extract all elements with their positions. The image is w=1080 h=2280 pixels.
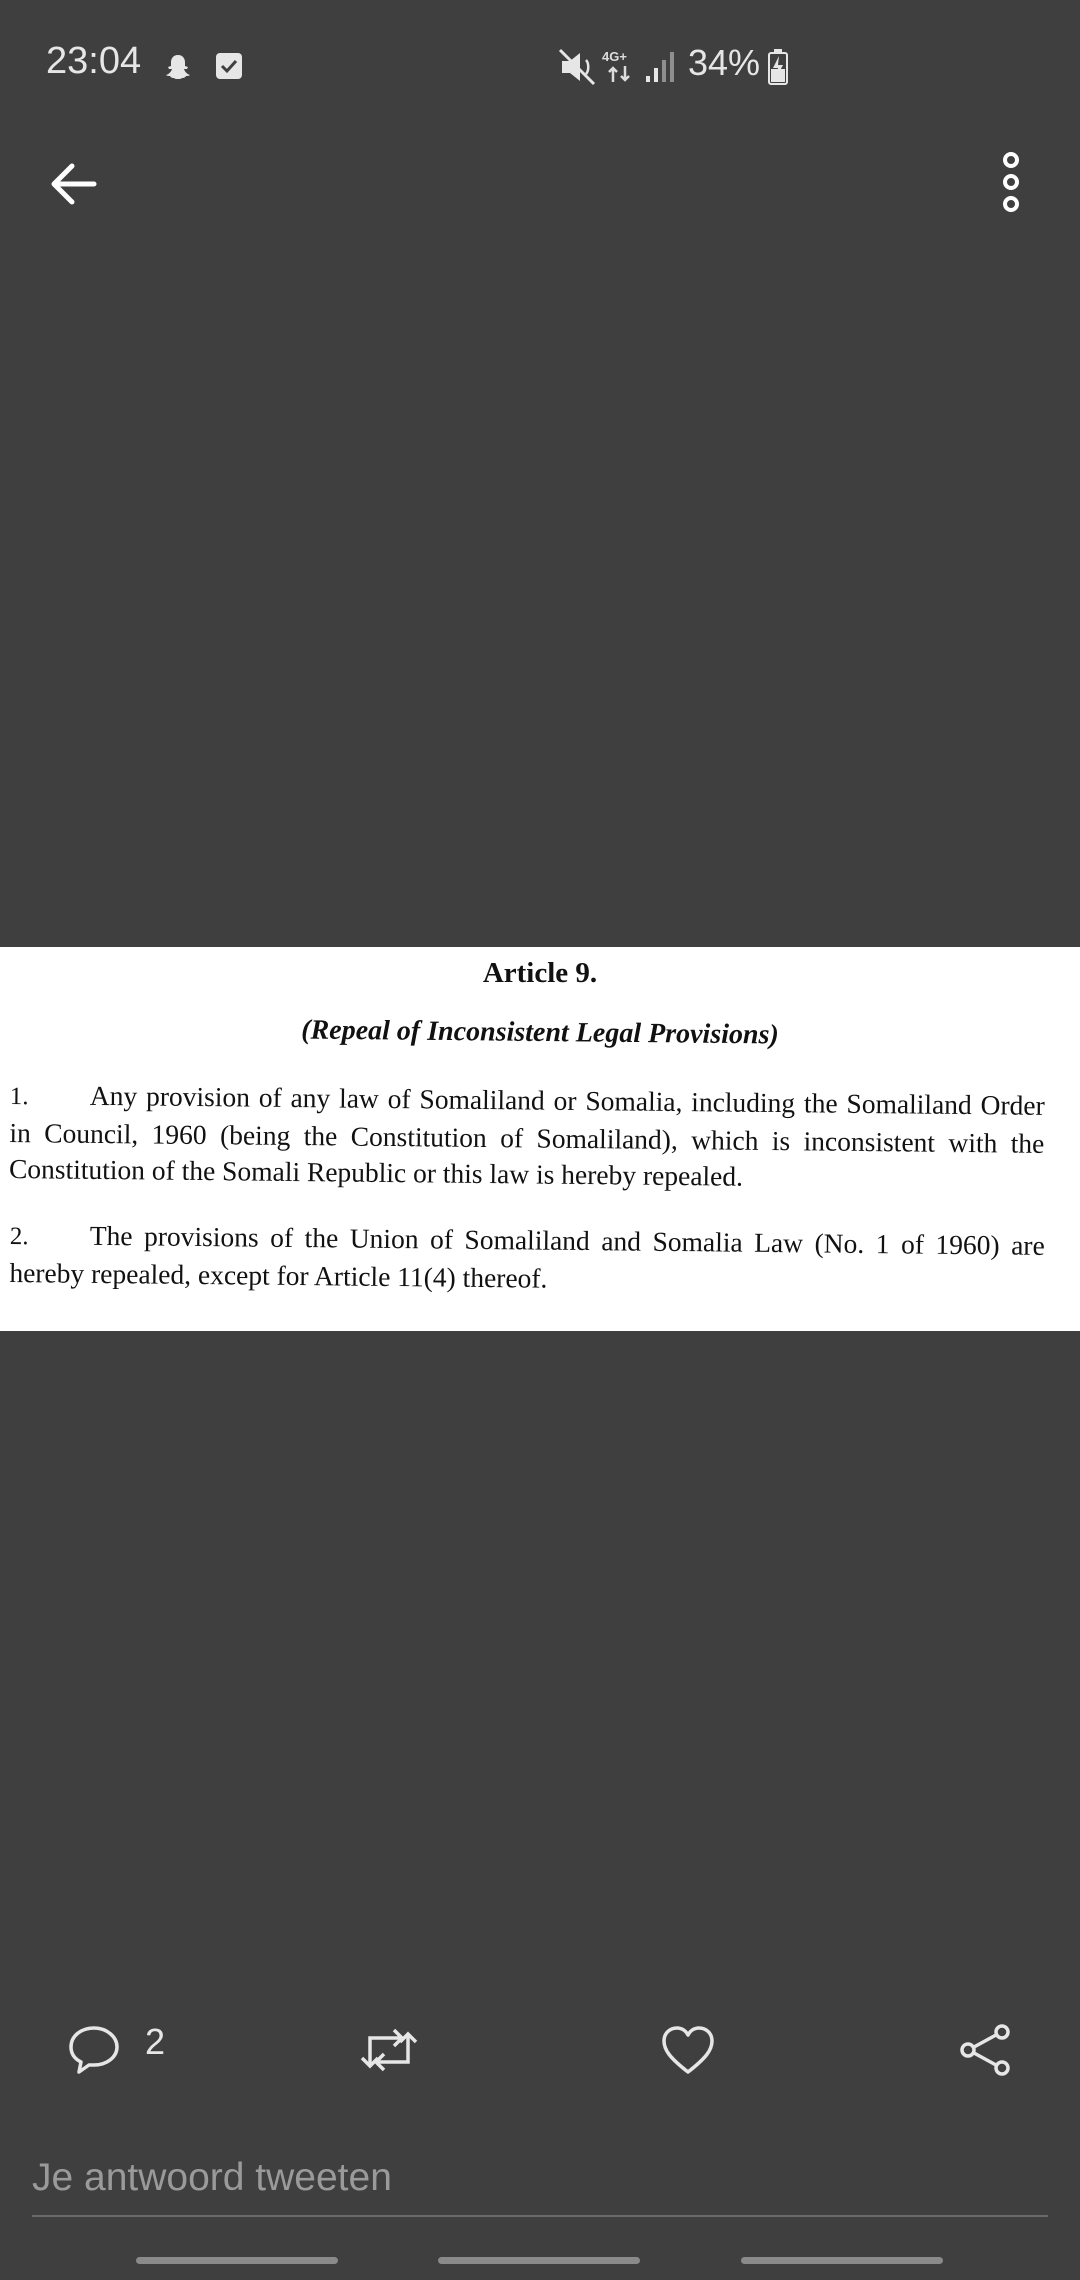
paragraph-number: 1.: [9, 1082, 29, 1111]
paragraph-1: [9, 1077, 1045, 1198]
article-subtitle: (Repeal of Inconsistent Legal Provisions): [301, 1014, 779, 1051]
heart-icon: [660, 2024, 716, 2076]
more-vertical-icon: [985, 148, 1037, 218]
mute-icon: [558, 48, 598, 86]
nav-handle-right[interactable]: [741, 2257, 943, 2264]
document-image[interactable]: [0, 947, 1080, 1331]
network-4g-icon: [606, 64, 632, 84]
article-title: Article 9.: [482, 957, 598, 989]
paragraph-text: The provisions of the Union of Somaliland and Somalia Law (No. 1 of 1960) are hereby repealed, except for Article 11(4) thereof.: [9, 1219, 1045, 1294]
retweet-icon: [358, 2022, 420, 2078]
paragraph-text: Any provision of any law of Somaliland or Somalia, including the Somaliland Order in Council, 1960 (being the Constitution of Somaliland), which is inconsistent with the Constitution of the Somali Republic or this law is hereby repealed.: [8, 1079, 1045, 1192]
battery-charging-icon: [767, 48, 789, 86]
arrow-left-icon: [42, 152, 106, 216]
snapchat-icon: [163, 52, 193, 82]
battery-percentage: 34%: [688, 42, 761, 83]
reply-button[interactable]: [66, 2010, 136, 2090]
signal-icon: [644, 50, 678, 84]
checkbox-notification-icon: [214, 51, 244, 81]
nav-handle-left[interactable]: [136, 2257, 338, 2264]
retweet-button[interactable]: [358, 2010, 428, 2090]
status-time: 23:04: [46, 40, 142, 82]
back-button[interactable]: [42, 152, 106, 216]
nav-handle-center[interactable]: [438, 2257, 640, 2264]
share-button[interactable]: [958, 2010, 1028, 2090]
paragraph-number: 2.: [9, 1222, 29, 1251]
paragraph-2: [9, 1217, 1045, 1302]
more-options-button[interactable]: [985, 148, 1037, 218]
like-button[interactable]: [660, 2010, 730, 2090]
status-bar: [0, 0, 1080, 120]
share-icon: [958, 2022, 1014, 2078]
reply-input[interactable]: [32, 2140, 1048, 2217]
network-type-label: 4G+: [602, 49, 627, 64]
reply-icon: [66, 2022, 122, 2078]
reply-count: 2: [145, 2021, 166, 2062]
